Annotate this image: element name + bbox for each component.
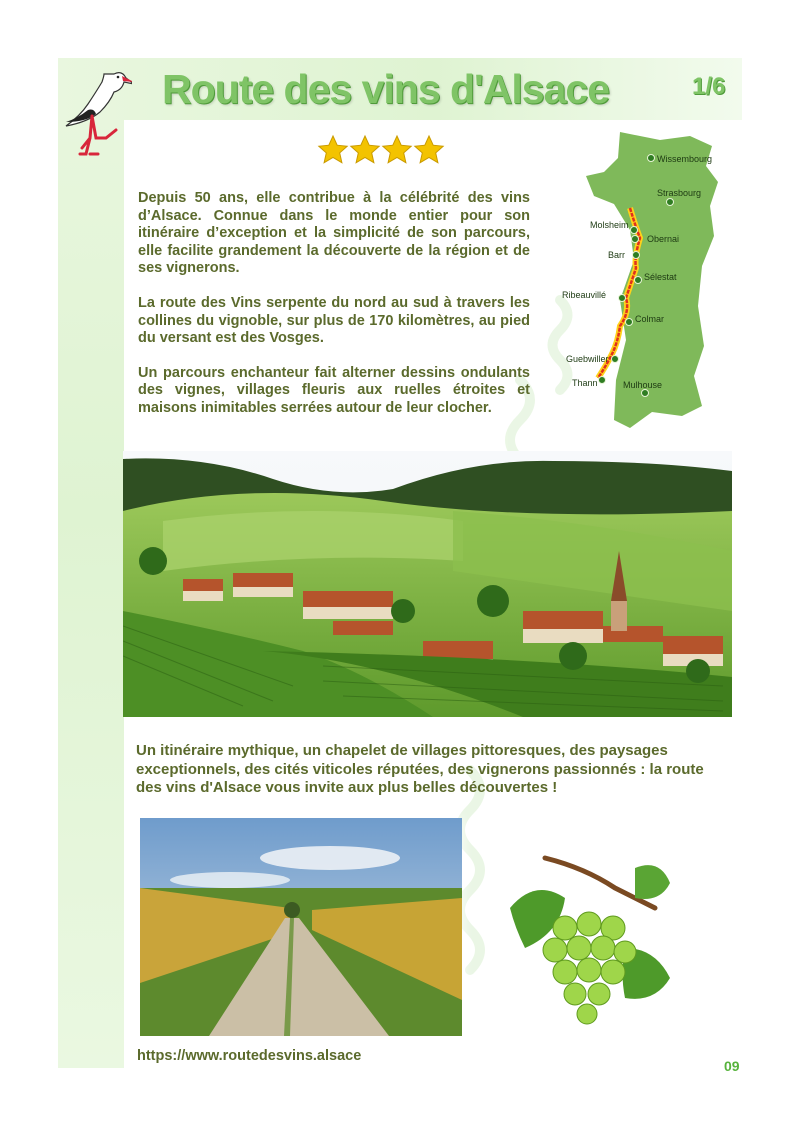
intro-paragraph: Depuis 50 ans, elle contribue à la célébrité des vins d’Alsace. Connue dans le monde entier pour son itinéraire d’exception et la simplicité de son parcours, elle facilite grandement la découverte de la région et de ses vignerons. (138, 190, 530, 277)
page-number: 09 (724, 1058, 740, 1074)
vineyard-road-photo (140, 818, 462, 1036)
star-icon (383, 136, 411, 163)
map-city-label: Molsheim (590, 220, 629, 230)
stork-icon (62, 64, 132, 164)
intro-text (138, 190, 530, 418)
left-decorative-band (58, 58, 124, 1068)
page-title: Route des vins d'Alsace (162, 66, 610, 112)
highlight-paragraph: Un itinéraire mythique, un chapelet de villages pittoresques, des paysages exceptionnels, des cités viticoles réputées, des vignerons passionnés : la route des vins d'Alsace vous invite aux plus belles découvertes ! (136, 742, 704, 796)
page-indicator: 1/6 (692, 73, 726, 100)
vineyard-village-photo (123, 451, 732, 717)
star-icon (415, 136, 443, 163)
star-icon (351, 136, 379, 163)
map-city-label: Wissembourg (657, 154, 713, 164)
map-city-label: Sélestat (644, 272, 677, 282)
star-icon (319, 136, 347, 163)
intro-paragraph: Un parcours enchanteur fait alterner dessins ondulants des vignes, villages fleuris aux ruelles étroites et maisons inimitables serrées autour de leur clocher. (138, 364, 530, 416)
map-city-label: Obernai (647, 234, 680, 244)
map-city-label: Barr (608, 250, 626, 260)
map-city-label: Ribeauvillé (562, 290, 607, 300)
grapes-icon (505, 848, 685, 1028)
alsace-map (560, 130, 742, 448)
map-city-label: Strasbourg (657, 188, 702, 198)
map-city-label: Guebwiller (566, 354, 609, 364)
star-rating (317, 134, 447, 166)
website-link[interactable]: https://www.routedesvins.alsace (137, 1048, 362, 1064)
map-city-label: Colmar (635, 314, 665, 324)
map-city-label: Mulhouse (623, 380, 663, 390)
intro-paragraph: La route des Vins serpente du nord au sud à travers les collines du vignoble, sur plus de 170 kilomètres, au pied du versant est des Vosges. (138, 294, 530, 347)
map-city-label: Thann (572, 378, 598, 388)
